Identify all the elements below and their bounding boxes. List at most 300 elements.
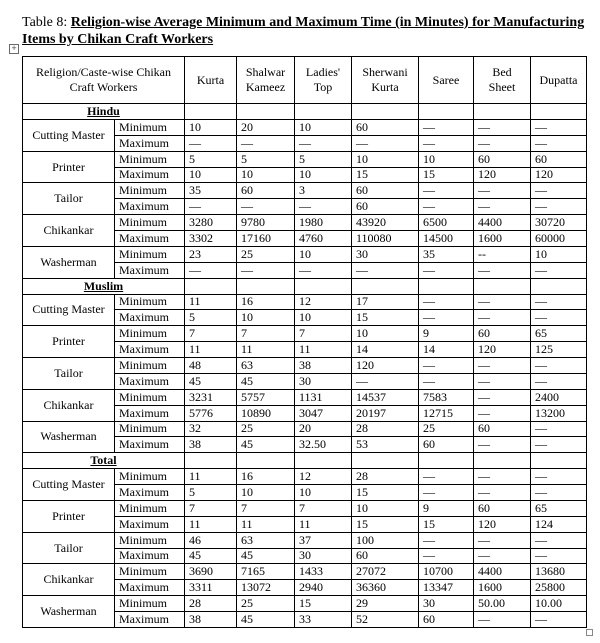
value-cell: 30 [352,246,419,262]
value-cell: 7 [237,326,295,342]
empty-cell [474,104,531,120]
value-cell: 5 [185,485,237,501]
value-cell: 125 [531,342,587,358]
value-cell: 60 [419,437,474,453]
value-cell: 35 [419,246,474,262]
empty-cell [295,278,352,294]
table-move-handle-icon[interactable]: + [9,44,19,54]
min-max-cell: Maximum [115,310,185,326]
value-cell: — [474,262,531,278]
value-cell: — [185,135,237,151]
worker-group-cell: Printer [23,500,115,532]
value-cell: — [474,548,531,564]
value-cell: 35 [185,183,237,199]
value-cell: 20 [295,421,352,437]
section-label: Total [90,453,117,468]
table-body [23,104,587,628]
min-max-cell: Minimum [115,564,185,580]
min-max-cell: Maximum [115,167,185,183]
min-max-cell: Maximum [115,262,185,278]
value-cell: 7583 [419,389,474,405]
section-label-cell [23,104,185,120]
table-row [23,500,587,516]
value-cell: 53 [352,437,419,453]
value-cell: — [419,310,474,326]
min-max-cell: Maximum [115,485,185,501]
value-cell: — [419,119,474,135]
worker-group-cell: Washerman [23,421,115,453]
min-max-cell: Minimum [115,119,185,135]
table-caption [22,14,592,48]
header-first-label: Religion/Caste-wise Chikan Craft Workers [36,65,171,94]
empty-cell [185,104,237,120]
value-cell: 60 [352,548,419,564]
value-cell: 10 [352,151,419,167]
worker-group-cell: Chikankar [23,564,115,596]
empty-cell [352,104,419,120]
value-cell: 10 [185,119,237,135]
value-cell: 33 [295,612,352,628]
value-cell: 38 [185,437,237,453]
worker-group-cell: Cutting Master [23,119,115,151]
value-cell: 60 [474,500,531,516]
value-cell: 10 [295,485,352,501]
value-cell: 11 [185,516,237,532]
value-cell: 32.50 [295,437,352,453]
value-cell: 10 [237,485,295,501]
empty-cell [474,278,531,294]
min-max-cell: Minimum [115,326,185,342]
value-cell: — [474,119,531,135]
value-cell: — [531,437,587,453]
value-cell: 120 [474,516,531,532]
col-header: Bed Sheet [474,57,531,104]
value-cell: 15 [352,485,419,501]
table-row [23,246,587,262]
value-cell: 45 [185,548,237,564]
value-cell: 110080 [352,231,419,247]
value-cell: 7 [185,326,237,342]
table-row [23,294,587,310]
min-max-cell: Minimum [115,294,185,310]
value-cell: — [531,421,587,437]
col-header: Dupatta [531,57,587,104]
value-cell: 60 [352,183,419,199]
value-cell: 3047 [295,405,352,421]
value-cell: 5 [237,151,295,167]
value-cell: — [531,612,587,628]
value-cell: — [474,532,531,548]
value-cell: 7 [185,500,237,516]
value-cell: — [419,358,474,374]
value-cell: 3231 [185,389,237,405]
table-row [23,469,587,485]
empty-cell [352,278,419,294]
min-max-cell: Minimum [115,421,185,437]
col-header: Kurta [185,57,237,104]
empty-cell [419,453,474,469]
value-cell: 1600 [474,231,531,247]
value-cell: 60000 [531,231,587,247]
value-cell: — [185,199,237,215]
value-cell: 10 [295,246,352,262]
value-cell: 7 [295,500,352,516]
worker-group-cell: Tailor [23,358,115,390]
min-max-cell: Minimum [115,183,185,199]
value-cell: — [419,262,474,278]
value-cell: 10 [237,310,295,326]
worker-group-cell: Washerman [23,596,115,628]
empty-cell [474,453,531,469]
value-cell: 9780 [237,215,295,231]
col-header: Saree [419,57,474,104]
value-cell: 65 [531,326,587,342]
worker-group-cell: Printer [23,326,115,358]
value-cell: — [531,310,587,326]
min-max-cell: Maximum [115,199,185,215]
value-cell: — [185,262,237,278]
value-cell: 45 [237,373,295,389]
table-row [23,151,587,167]
value-cell: — [295,199,352,215]
value-cell: 3302 [185,231,237,247]
value-cell: 100 [352,532,419,548]
value-cell: — [474,310,531,326]
value-cell: 120 [531,167,587,183]
value-cell: 10700 [419,564,474,580]
value-cell: 4400 [474,564,531,580]
value-cell: 1433 [295,564,352,580]
worker-group-cell: Printer [23,151,115,183]
empty-cell [531,278,587,294]
value-cell: 28 [352,469,419,485]
value-cell: 63 [237,532,295,548]
value-cell: — [352,135,419,151]
value-cell: — [531,262,587,278]
value-cell: 60 [474,326,531,342]
min-max-cell: Minimum [115,532,185,548]
value-cell: 10890 [237,405,295,421]
empty-cell [185,453,237,469]
worker-group-cell: Chikankar [23,389,115,421]
empty-cell [295,453,352,469]
table-row [23,389,587,405]
value-cell: — [474,389,531,405]
value-cell: 65 [531,500,587,516]
value-cell: — [474,373,531,389]
value-cell: — [419,548,474,564]
value-cell: 30 [419,596,474,612]
value-cell: 36360 [352,580,419,596]
value-cell: 10 [531,246,587,262]
value-cell: 17160 [237,231,295,247]
value-cell: — [474,135,531,151]
value-cell: 1600 [474,580,531,596]
value-cell: 5 [185,151,237,167]
value-cell: 15 [295,596,352,612]
value-cell: — [419,294,474,310]
value-cell: 38 [185,612,237,628]
value-cell: 30 [295,548,352,564]
value-cell: 10 [185,167,237,183]
value-cell: 7165 [237,564,295,580]
section-row [23,453,587,469]
value-cell: -- [474,246,531,262]
value-cell: 15 [419,167,474,183]
caption-label: Table 8: [22,15,68,30]
min-max-cell: Minimum [115,596,185,612]
value-cell: 23 [185,246,237,262]
value-cell: 124 [531,516,587,532]
empty-cell [531,104,587,120]
value-cell: 3280 [185,215,237,231]
value-cell: 60 [352,199,419,215]
value-cell: 32 [185,421,237,437]
value-cell: — [419,373,474,389]
value-cell: 60 [474,421,531,437]
header-row [23,57,587,104]
value-cell: 15 [352,516,419,532]
col-header: Ladies' Top [295,57,352,104]
value-cell: 3 [295,183,352,199]
value-cell: 11 [237,516,295,532]
col-header: Sherwani Kurta [352,57,419,104]
min-max-cell: Maximum [115,580,185,596]
value-cell: 30720 [531,215,587,231]
min-max-cell: Minimum [115,469,185,485]
value-cell: 12 [295,294,352,310]
value-cell: — [531,469,587,485]
table-row [23,564,587,580]
value-cell: 60 [419,612,474,628]
section-label: Muslim [83,278,124,293]
value-cell: 4400 [474,215,531,231]
value-cell: 45 [237,437,295,453]
min-max-cell: Maximum [115,135,185,151]
data-table [22,56,587,628]
value-cell: — [419,532,474,548]
value-cell: — [474,294,531,310]
empty-cell [185,278,237,294]
value-cell: 5 [185,310,237,326]
value-cell: 2940 [295,580,352,596]
worker-group-cell: Washerman [23,246,115,278]
value-cell: — [531,119,587,135]
value-cell: 28 [352,421,419,437]
value-cell: 6500 [419,215,474,231]
value-cell: — [531,373,587,389]
value-cell: 9 [419,500,474,516]
min-max-cell: Minimum [115,500,185,516]
value-cell: 10 [352,500,419,516]
value-cell: 60 [474,151,531,167]
value-cell: — [474,612,531,628]
value-cell: — [531,358,587,374]
value-cell: 60 [352,119,419,135]
value-cell: 3690 [185,564,237,580]
value-cell: 10 [295,310,352,326]
value-cell: 52 [352,612,419,628]
value-cell: — [531,183,587,199]
value-cell: 13072 [237,580,295,596]
value-cell: 11 [237,342,295,358]
value-cell: 10 [237,167,295,183]
value-cell: — [352,373,419,389]
value-cell: 16 [237,294,295,310]
value-cell: — [531,135,587,151]
min-max-cell: Minimum [115,246,185,262]
min-max-cell: Maximum [115,231,185,247]
value-cell: 30 [295,373,352,389]
value-cell: 13347 [419,580,474,596]
value-cell: 1980 [295,215,352,231]
value-cell: — [419,199,474,215]
value-cell: 25 [237,246,295,262]
value-cell: 63 [237,358,295,374]
value-cell: 13680 [531,564,587,580]
value-cell: 2400 [531,389,587,405]
value-cell: 7 [295,326,352,342]
value-cell: 5776 [185,405,237,421]
value-cell: 20197 [352,405,419,421]
empty-cell [352,453,419,469]
value-cell: 17 [352,294,419,310]
value-cell: 27072 [352,564,419,580]
value-cell: 37 [295,532,352,548]
table-row [23,215,587,231]
min-max-cell: Maximum [115,612,185,628]
value-cell: — [352,262,419,278]
value-cell: — [419,183,474,199]
value-cell: 11 [185,469,237,485]
min-max-cell: Minimum [115,215,185,231]
value-cell: 3311 [185,580,237,596]
value-cell: — [474,358,531,374]
value-cell: — [237,135,295,151]
value-cell: 120 [352,358,419,374]
value-cell: 25 [237,596,295,612]
empty-cell [237,104,295,120]
empty-cell [237,453,295,469]
value-cell: 10 [295,119,352,135]
value-cell: 10 [295,167,352,183]
value-cell: 4760 [295,231,352,247]
header-first-cell [23,57,185,104]
table-resize-handle-icon[interactable] [586,629,593,636]
value-cell: — [419,135,474,151]
empty-cell [419,278,474,294]
value-cell: — [474,437,531,453]
value-cell: 29 [352,596,419,612]
table-row [23,596,587,612]
section-label-cell [23,278,185,294]
value-cell: 15 [419,516,474,532]
value-cell: 25 [237,421,295,437]
value-cell: 14 [419,342,474,358]
table-row [23,421,587,437]
value-cell: 10 [352,326,419,342]
value-cell: 25 [419,421,474,437]
value-cell: 45 [185,373,237,389]
value-cell: 13200 [531,405,587,421]
value-cell: — [531,548,587,564]
section-row [23,104,587,120]
value-cell: 15 [352,167,419,183]
value-cell: 14500 [419,231,474,247]
value-cell: — [474,183,531,199]
empty-cell [419,104,474,120]
value-cell: 10 [419,151,474,167]
value-cell: 12 [295,469,352,485]
value-cell: — [237,262,295,278]
value-cell: 15 [352,310,419,326]
value-cell: 60 [531,151,587,167]
worker-group-cell: Chikankar [23,215,115,247]
empty-cell [531,453,587,469]
value-cell: — [474,485,531,501]
value-cell: — [295,262,352,278]
section-row [23,278,587,294]
value-cell: 45 [237,548,295,564]
value-cell: 9 [419,326,474,342]
value-cell: 11 [295,342,352,358]
worker-group-cell: Cutting Master [23,469,115,501]
table-row [23,183,587,199]
value-cell: 11 [295,516,352,532]
value-cell: 25800 [531,580,587,596]
section-label-cell [23,453,185,469]
value-cell: — [531,199,587,215]
value-cell: 14537 [352,389,419,405]
caption-title: Religion-wise Average Minimum and Maximum Time (in Minutes) for Manufacturing Items by Chikan Craft Workers [22,15,585,47]
value-cell: 12715 [419,405,474,421]
value-cell: 28 [185,596,237,612]
value-cell: 5 [295,151,352,167]
min-max-cell: Minimum [115,358,185,374]
value-cell: — [531,485,587,501]
min-max-cell: Minimum [115,151,185,167]
min-max-cell: Maximum [115,437,185,453]
col-header: Shalwar Kameez [237,57,295,104]
value-cell: 50.00 [474,596,531,612]
value-cell: 14 [352,342,419,358]
value-cell: 120 [474,167,531,183]
value-cell: 43920 [352,215,419,231]
value-cell: — [474,199,531,215]
value-cell: 48 [185,358,237,374]
value-cell: 20 [237,119,295,135]
worker-group-cell: Tailor [23,183,115,215]
min-max-cell: Maximum [115,342,185,358]
value-cell: 38 [295,358,352,374]
value-cell: 60 [237,183,295,199]
value-cell: — [419,485,474,501]
value-cell: 16 [237,469,295,485]
worker-group-cell: Tailor [23,532,115,564]
value-cell: — [295,135,352,151]
min-max-cell: Maximum [115,516,185,532]
value-cell: 1131 [295,389,352,405]
min-max-cell: Minimum [115,389,185,405]
value-cell: — [531,532,587,548]
empty-cell [237,278,295,294]
table-row [23,532,587,548]
worker-group-cell: Cutting Master [23,294,115,326]
value-cell: 45 [237,612,295,628]
value-cell: 11 [185,342,237,358]
value-cell: — [474,405,531,421]
table-row [23,326,587,342]
